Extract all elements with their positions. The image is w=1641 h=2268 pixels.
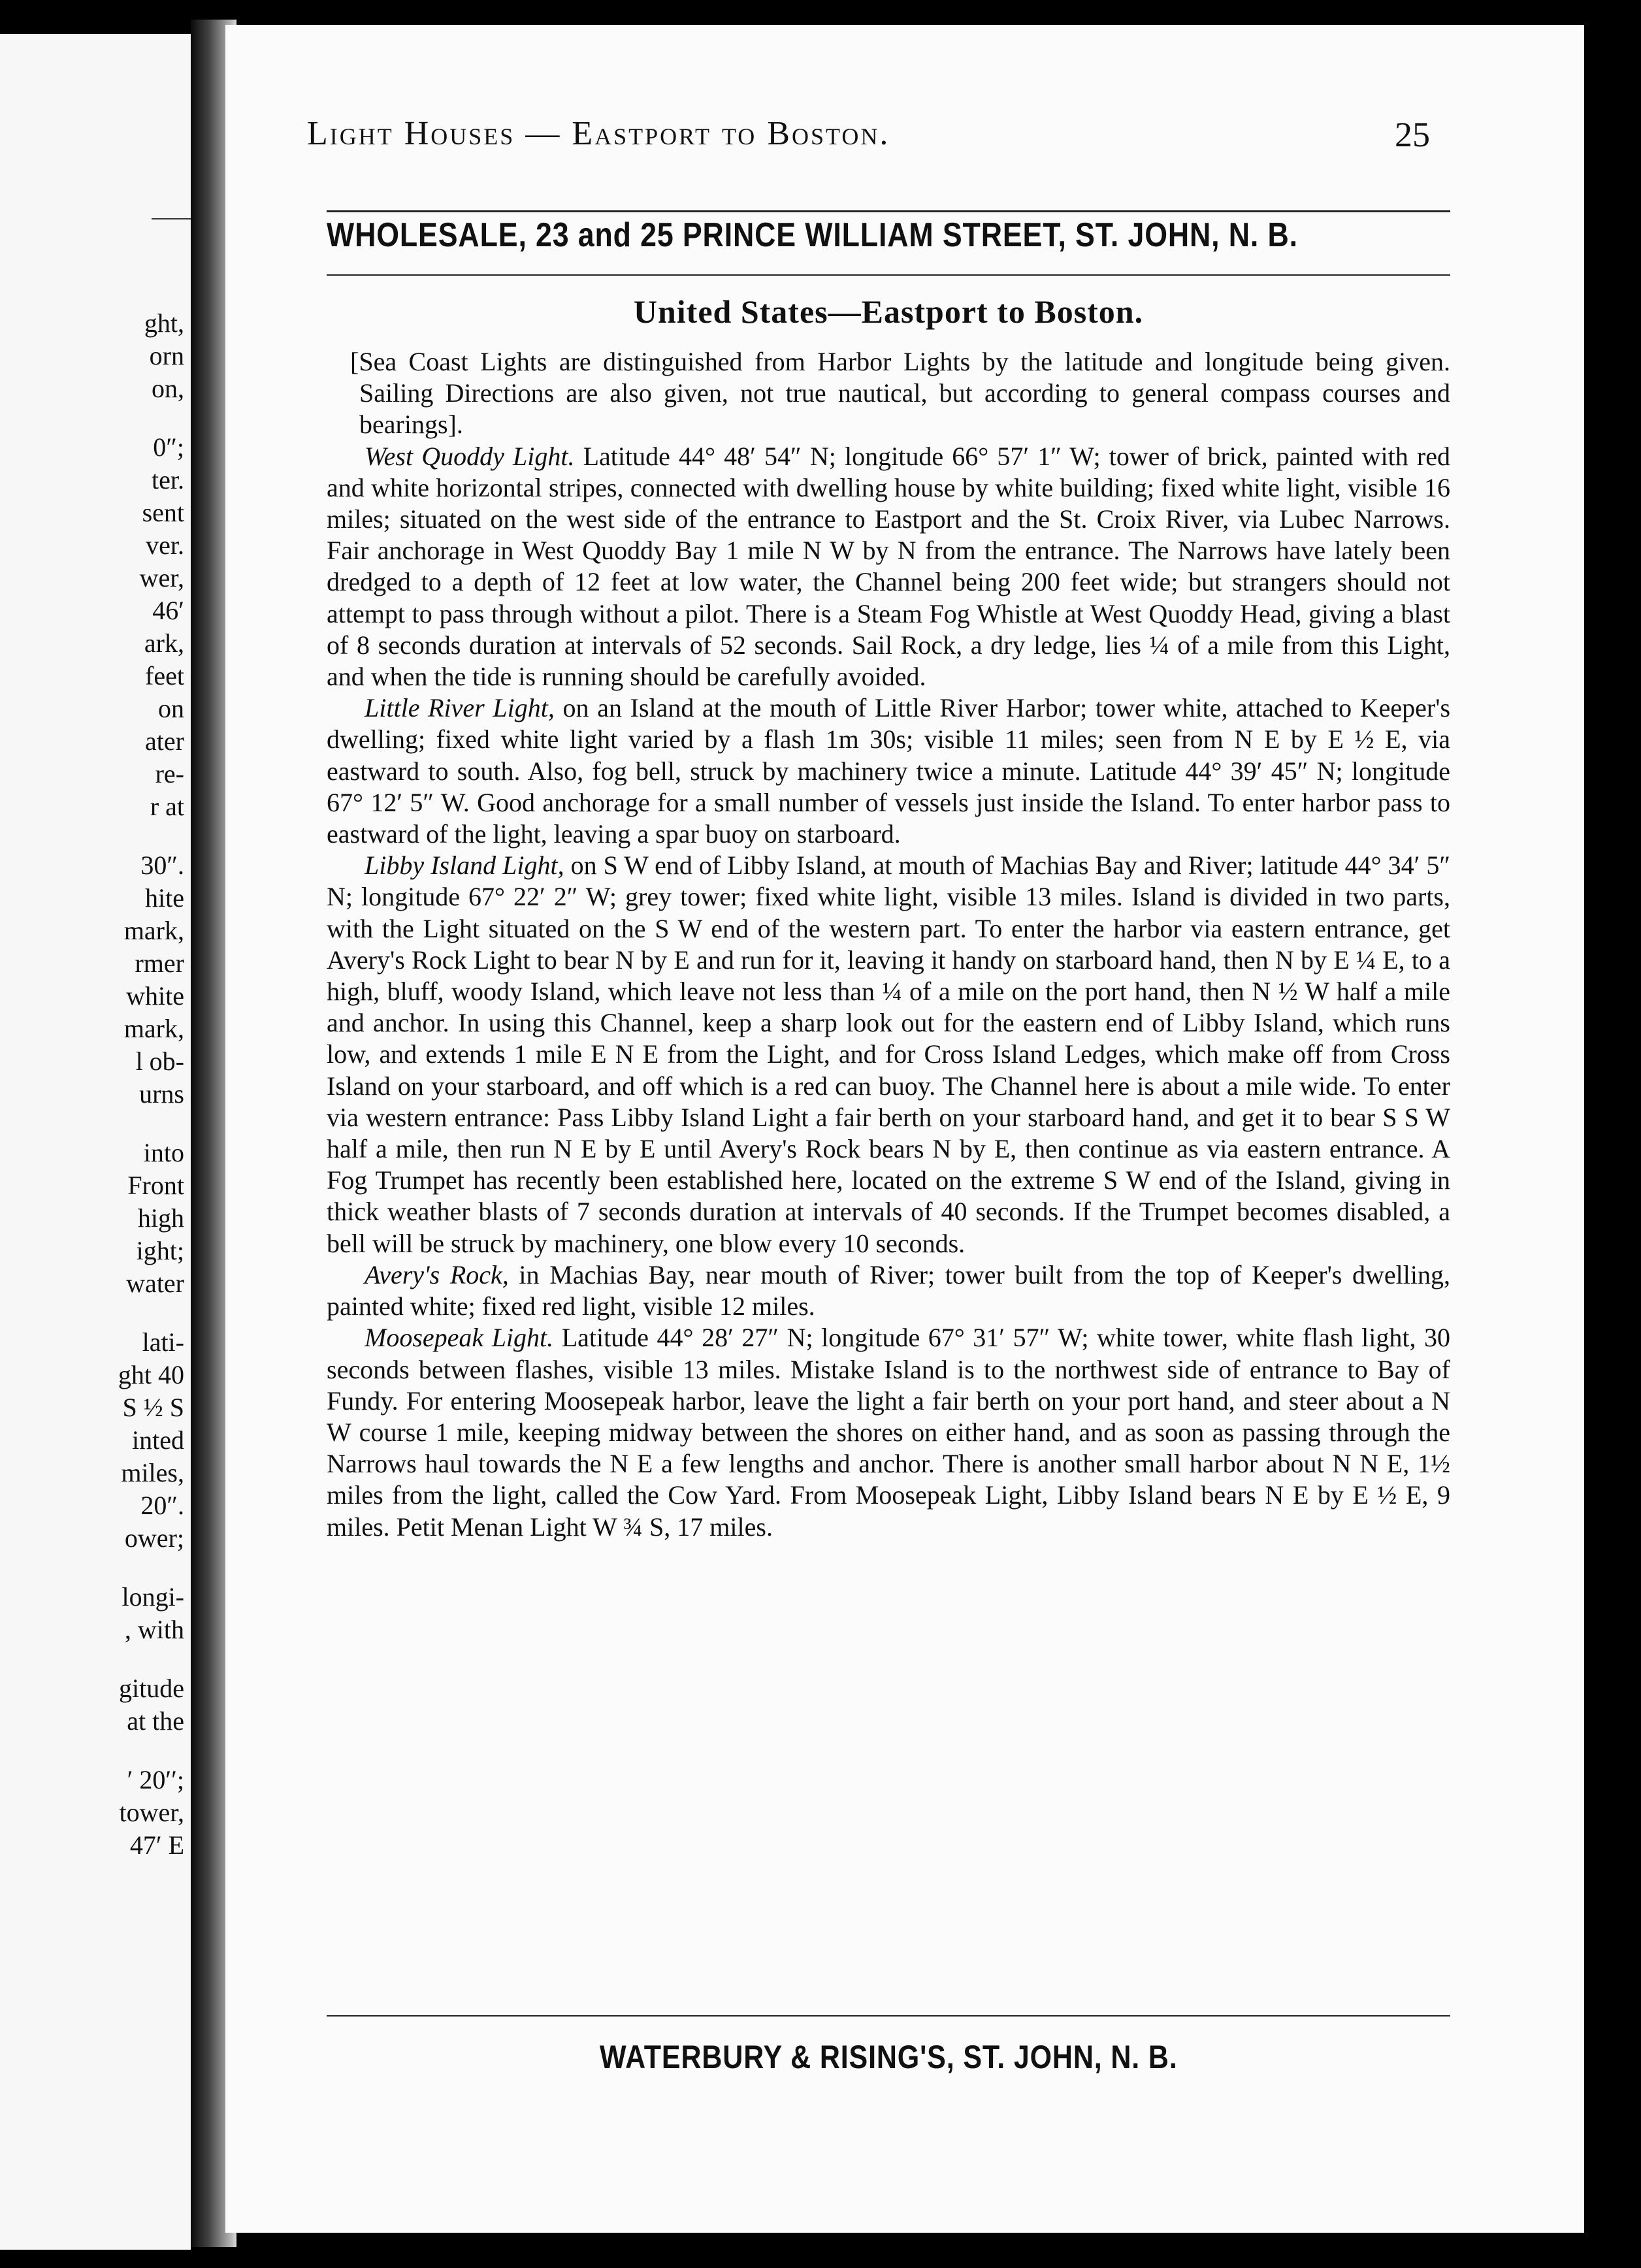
previous-page-line: S ½ S [122, 1393, 184, 1422]
previous-page-line: wer, [139, 563, 184, 592]
wholesale-banner: WHOLESALE, 23 and 25 PRINCE WILLIAM STREET, ST. JOHN, N. B. [327, 216, 1298, 254]
footer-text: WATERBURY & RISING'S, ST. JOHN, N. B. [599, 2039, 1178, 2075]
lighthouse-entry [327, 692, 1450, 850]
previous-page-line: on, [152, 374, 184, 403]
previous-page-line: ght, [144, 308, 184, 338]
banner-top-rule [327, 210, 1450, 212]
previous-page-line: lati- [142, 1327, 184, 1357]
previous-page-line: r at [150, 792, 184, 821]
lighthouse-description: in Machias Bay, near mouth of River; tower built from the top of Keeper's dwelling, painted white; fixed red light, visible 12 miles. [327, 1259, 1450, 1321]
previous-page-line: tower, [119, 1798, 184, 1827]
previous-page-line: re- [155, 759, 184, 788]
banner-bottom-rule [327, 274, 1450, 276]
previous-page-line: 0″; [153, 432, 184, 462]
footer-rule [327, 2015, 1450, 2017]
previous-page-rule [152, 218, 191, 219]
previous-page-line: ver. [146, 530, 184, 560]
previous-page-line: miles, [121, 1458, 184, 1487]
lighthouse-description: Latitude 44° 48′ 54″ N; longitude 66° 57′ 1″ W; tower of brick, painted with red and white horizontal stripes, connected with dwelling house by white building; fixed white light, visible 16 miles; situated on the west side of the entrance to Eastport and the St. Croix River, via Lubec Narrows. Fair anchorage in West Quoddy Bay 1 mile N W by N from the entrance. The Narrows have lately been dredged to a depth of 12 feet at low water, the Channel being 200 feet wide; but strangers should not attempt to pass through without a pilot. There is a Steam Fog Whistle at West Quoddy Head, giving a blast of 8 seconds duration at intervals of 52 seconds. Sail Rock, a dry ledge, lies ¼ of a mile from this Light, and when the tide is running should be carefully avoided. [327, 441, 1450, 692]
previous-page-line: 20″. [140, 1491, 184, 1520]
lighthouse-description: on an Island at the mouth of Little River Harbor; tower white, attached to Keeper's dwelling; fixed white light varied by a flash 1m 30s; visible 11 miles; seen from N E by E ½ E, via eastward to south. Also, fog bell, struck by machinery twice a minute. Latitude 44° 39′ 45″ N; longitude 67° 12′ 5″ W. Good anchorage for a small number of vessels just inside the Island. To enter harbor pass to eastward of the light, leaving a spar buoy on starboard. [327, 693, 1451, 849]
footer-advert [327, 2038, 1450, 2076]
previous-page-line: ark, [144, 628, 184, 658]
previous-page-line: Front [127, 1171, 184, 1200]
previous-page-line: feet [145, 661, 184, 690]
previous-page-line: mark, [123, 1014, 184, 1043]
previous-page-line: rmer [135, 948, 184, 978]
lighthouse-entries [327, 441, 1450, 1543]
lighthouse-description: on S W end of Libby Island, at mouth of Machias Bay and River; latitude 44° 34′ 5″ N; longitude 67° 22′ 2″ W; grey tower; fixed white light, visible 13 miles. Island is divided in two parts, with the Light situated on the S W end of the western part. To enter the harbor via eastern entrance, get Avery's Rock Light to bear N by E and run for it, leaving it handy on starboard hand, then N by E ¼ E, to a high, bluff, woody Island, which leave not less than ¼ of a mile on the port hand, then N ½ W half a mile and anchor. In using this Channel, keep a sharp look out for the eastern end of Libby Island, which runs low, and extends 1 mile E N E from the Light, and for Cross Island Ledges, which make off from Cross Island on your starboard, and off which is a red can buoy. The Channel here is about a mile wide. To enter via western entrance: Pass Libby Island Light a fair berth on your starboard hand, and get it to bear S S W half a mile, then run N E by E until Avery's Rock bears N by E, then continue as via eastern entrance. A Fog Trumpet has recently been established here, located on the extreme S W end of the Island, giving in thick weather blasts of 7 seconds duration at intervals of 40 seconds. If the Trumpet becomes disabled, a bell will be struck by machinery, one blow every 10 seconds. [327, 850, 1451, 1258]
previous-page-line: orn [149, 341, 184, 370]
previous-page-fragment [0, 34, 191, 2250]
lighthouse-name: West Quoddy Light. [365, 441, 575, 471]
body-text [327, 346, 1450, 1543]
previous-page-line: ower; [124, 1523, 184, 1553]
previous-page-line: gitude [119, 1674, 184, 1703]
lighthouse-entry [327, 1322, 1450, 1542]
scan-border [1584, 25, 1641, 2233]
previous-page-line: inted [132, 1425, 184, 1455]
previous-page-line: urns [139, 1079, 184, 1109]
previous-page-line: at the [127, 1706, 184, 1736]
previous-page-line: high [137, 1203, 184, 1233]
intro-paragraph: [Sea Coast Lights are distinguished from Harbor Lights by the latitude and longitude being given. Sailing Directions are also given, not true nautical, but according to general compass courses and bearings]. [350, 347, 1450, 440]
previous-page-line: into [143, 1138, 184, 1167]
previous-page-line: sent [142, 498, 184, 527]
previous-page-line: hite [145, 883, 184, 913]
lighthouse-entry [327, 1259, 1450, 1322]
running-title: Light Houses — Eastport to Boston. [307, 115, 890, 152]
previous-page-line: on [158, 694, 184, 723]
page-number: 25 [1395, 115, 1430, 154]
previous-page-line: l ob- [135, 1046, 184, 1076]
previous-page-line: water [126, 1269, 184, 1298]
lighthouse-name: Moosepeak Light. [365, 1323, 554, 1353]
previous-page-line: ight; [136, 1236, 184, 1265]
previous-page-line: 30″. [140, 850, 184, 880]
previous-page-line: , with [124, 1615, 184, 1644]
previous-page-line: white [126, 981, 184, 1011]
previous-page-line: mark, [123, 916, 184, 945]
previous-page-line: ter. [152, 465, 184, 494]
lighthouse-description: Latitude 44° 28′ 27″ N; longitude 67° 31′ 57″ W; white tower, white flash light, 30 seconds between flashes, visible 13 miles. Mistake Island is to the northwest side of entrance to Bay of Fundy. For entering Moosepeak harbor, leave the light a fair berth on your port hand, and steer about a N W course 1 mile, keeping midway between the shores on either hand, and as soon as passing through the Narrows haul towards the N E a few lengths and anchor. There is another small harbor about N N E, 1½ miles from the light, called the Cow Yard. From Moosepeak Light, Libby Island bears N E by E ½ E, 9 miles. Petit Menan Light W ¾ S, 17 miles. [327, 1323, 1451, 1542]
previous-page-line: 47′ E [129, 1830, 184, 1860]
section-title: United States—Eastport to Boston. [633, 293, 1144, 330]
lighthouse-entry [327, 441, 1450, 693]
previous-page-line: 46′ [152, 596, 184, 625]
previous-page-line: ater [145, 726, 184, 756]
previous-page-line: ght 40 [118, 1360, 184, 1389]
lighthouse-name: Little River Light, [365, 693, 555, 723]
lighthouse-entry [327, 850, 1450, 1259]
previous-page-line: ′ 20′′; [127, 1765, 184, 1794]
lighthouse-name: Libby Island Light, [365, 850, 564, 881]
lighthouse-name: Avery's Rock, [365, 1259, 509, 1289]
previous-page-line: longi- [122, 1582, 184, 1612]
